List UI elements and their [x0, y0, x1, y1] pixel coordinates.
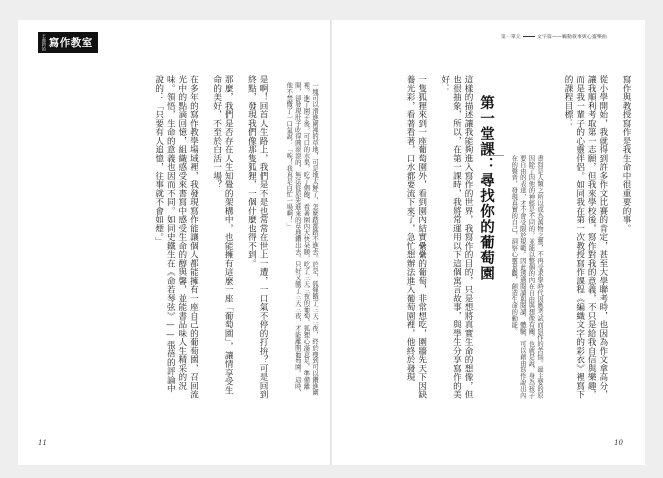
brand-small-text: 王鼎鈞的: [41, 34, 47, 51]
running-head-title: 文字篇——觸動敘事與心靈樂曲: [537, 35, 607, 40]
intro-paragraphs: 寫作與教授寫作是我生命中很重要的事。 從小學開始，我就得到許多作文比賽的肯定，甚至大學聯考時，也因為作文拿高分，讓我順利考取第一志願，但我來學校後，寫作對我的意義，不只是給我自信與樂趣，而是我一輩子的心靈伴侶。如同我在第一次教授寫作課程《編織文字的彩衣》裡寫下的課程目標：: [563, 75, 631, 399]
after-title-text: 這樣的描述讓我能夠進入寫作的世界，我寫作的目的，只是想將真實生命的想像，但也很抽象，所以，在第一課時，我將常運用以下這個寓言故事，與學生分享寫作的美好： 一隻狐狸來到一座葡萄園外，看到園內結實纍纍的葡萄，非常想吃，圍牆先天下因缺養光彩，看著看著，口水都要流下來了，急忙想辦法進入葡萄園裡，他終於發現: [405, 75, 473, 399]
right-page: [332, 20, 645, 465]
running-head: [501, 33, 607, 40]
running-head-separator: [523, 36, 535, 37]
running-head-part: 第一單元: [501, 35, 522, 40]
course-goal-quote: 書寫是人類之所以成為萬物之靈，不再受求學時代因應考試而寫作的苦惱。最主要的原因除了因他的神經是不同的，並能以整個的內在自由與想像有關。也就是說，身為孩子要自由的表達，才不會受限於規範。因此透過閱讀與閱讀、體驗，可以藉由寫作說出內在的聲音，發現真實的自己，洞察心靈景觀，創造生命的動能。: [510, 155, 543, 399]
fable-quote-continued: 一塊可以滑進圍裡的草地，可是地太鮮了，怎麼踏都踏不進去。於是，狐狸餓了三天三夜，終於瘦到可以鑽進圍裡。進了園子後，可口的水果，吃了個飽，看著園內大快朵頤，吃了三天三夜的葡萄，狐狸心滿意足，準備離開，卻發現肚子吃得圓滾滾的，無法從原先進來的草地鑽出去。只好又餓了三天三夜，才能離開葡萄園。這時，他不禁慨了一口氣說：「唉！我真是白忙一場啊！」: [285, 82, 318, 396]
left-page: [18, 20, 332, 465]
brand-title: 寫作教室: [48, 36, 93, 49]
left-page-number: 11: [38, 439, 47, 447]
right-page-number: 10: [614, 439, 623, 447]
book-series-logo: [38, 32, 98, 53]
chapter-title: 第一堂課：尋找你的葡萄園: [478, 95, 494, 281]
left-body-text: 是啊！回首人生路上，我們是不是也常常在世上一遭，一口氣不停的打拚？可是回到終點，發現我們像那隻狐狸，一個什麼也得不到。 那麼，我們是否存在人生知覺的架構中，也能擁有這麼一座「葡萄園」，讓情享受生命的美好，不至於白活一場？ 在多年的寫作教學場域裡，我發現寫作能讓個人都能擁有一座自己的葡萄園，召回流光中的點滴回憶，組織感受來書寫中感受生命的醇與馨，並能書品味人生精采的況味。領悟，生命的意義也因而不同。如同史鐵生在《命若琴弦》——張蓓的評論中說的：「只要有人追憶，往事就不會如煙。」: [153, 75, 268, 399]
